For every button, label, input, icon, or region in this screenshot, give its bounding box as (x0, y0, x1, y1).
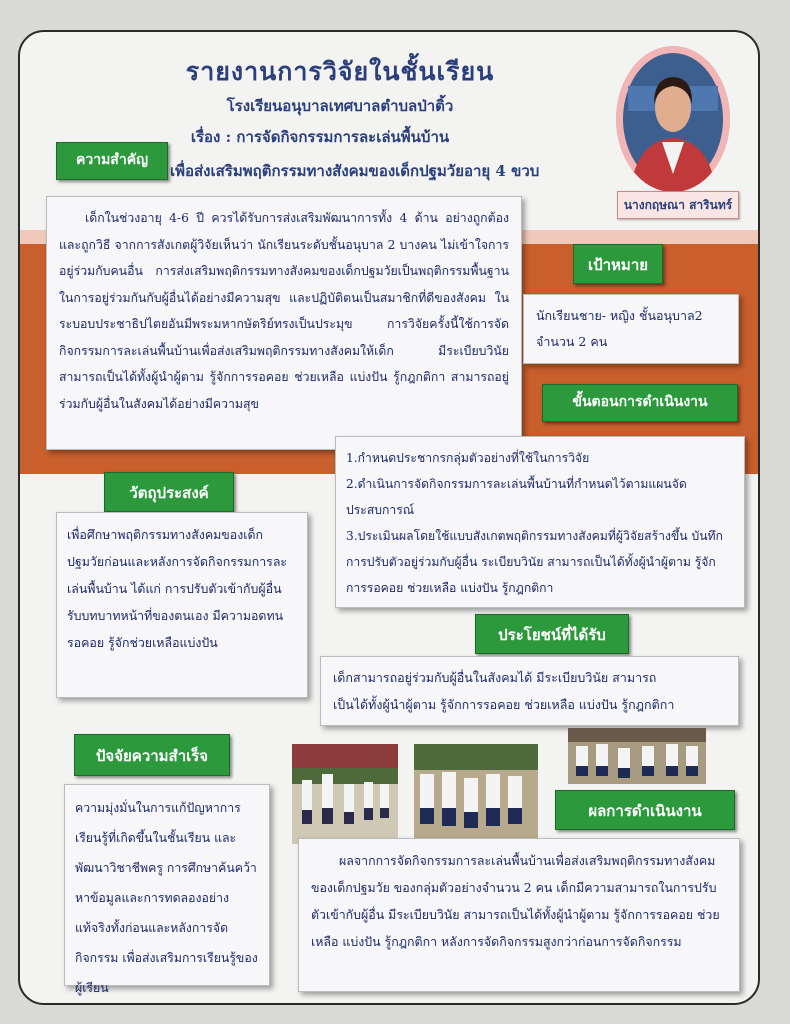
author-photo (616, 46, 730, 192)
success-card (64, 784, 270, 995)
topic-line-1: เรื่อง : การจัดกิจกรรมการละเล่นพื้นบ้าน (190, 128, 450, 146)
importance-text: เด็กในช่วงอายุ 4-6 ปี ควรได้รับการส่งเสริมพัฒนาการทั้ง 4 ด้าน อย่างถูกต้องและถูกวิธี จากการสังเกตผู้วิจัยเห็นว่า นักเรียนระดับชั้นอนุบาล 2 บางคน ไม่เข้าใจการอยู่ร่วมกับคนอื่น การส่งเสริมพฤติกรรมทางสังคมของเด็กปฐมวัยเป็นพฤติกรรมพื้นฐานในการอยู่ร่วมกันกับผู้อื่นได้อย่างมีความสุข และปฏิบัติตนเป็นสมาชิกที่ดีของสังคม ในระบอบประชาธิปไตยอันมีพระมหากษัตริย์ทรงเป็นประมุข การวิจัยครั้งนี้ใช้การจัดกิจกรรมการละเล่นพื้นบ้านเพื่อส่งเสริมพฤติกรรมทางสังคมให้เด็ก มีระเบียบวินัย สามารถเป็นได้ทั้งผู้นำผู้ตาม รู้จักการรอคอย ช่วยเหลือ แบ่งปัน รู้กฎกติกา สามารถอยู่ร่วมกับผู้อื่นในสังคมได้อย่างมีความสุข (59, 211, 509, 411)
target-card (523, 294, 739, 364)
procedure-card (335, 436, 745, 608)
objective-text: เพื่อศึกษาพฤติกรรมทางสังคมของเด็กปฐมวัยก่อนและหลังการจัดกิจกรรมการละเล่นพื้นบ้าน ได้แก่ การปรับตัวเข้ากับผู้อื่น รับบทบาทหน้าที่ของตนเอง มีความอดทนรอคอย รู้จักช่วยเหลือแบ่งปัน (67, 527, 288, 650)
topic-line-2: เพื่อส่งเสริมพฤติกรรมทางสังคมของเด็กปฐมวัยอายุ 4 ขวบ (170, 162, 540, 180)
target-line-1: นักเรียนชาย- หญิง ชั้นอนุบาล2 (536, 308, 703, 323)
importance-heading: ความสำคัญ (56, 142, 168, 180)
benefit-card (320, 656, 739, 726)
author-name-label: นางกฤษณา สารินทร์ (617, 191, 739, 219)
research-poster (18, 30, 760, 1005)
objective-heading: วัตถุประสงค์ (104, 472, 234, 512)
objective-card (56, 512, 308, 698)
success-heading: ปัจจัยความสำเร็จ (74, 734, 230, 776)
benefit-line-1: เด็กสามารถอยู่ร่วมกับผู้อื่นในสังคมได้ มีระเบียบวินัย สามารถ (333, 670, 657, 685)
target-heading: เป้าหมาย (573, 244, 663, 284)
activity-photo-1 (292, 744, 398, 844)
importance-card (46, 196, 522, 450)
procedure-step-1: 1.กำหนดประชากรกลุ่มตัวอย่างที่ใช้ในการวิจัย (346, 451, 590, 465)
school-name: โรงเรียนอนุบาลเทศบาลตำบลป่าติ้ว (226, 97, 454, 115)
poster-title: รายงานการวิจัยในชั้นเรียน (185, 57, 495, 86)
target-line-2: จำนวน 2 คน (536, 334, 608, 349)
procedure-step-3: 3.ประเมินผลโดยใช้แบบสังเกตพฤติกรรมทางสังคมที่ผู้วิจัยสร้างขึ้น บันทึกการปรับตัวอยู่ร่วมกับผู้อื่น ระเบียบวินัย สามารถเป็นได้ทั้งผู้นำผู้ตาม รู้จักการรอคอย ช่วยเหลือ แบ่งปัน รู้กฎกติกา (346, 529, 723, 595)
results-text: ผลจากการจัดกิจกรรมการละเล่นพื้นบ้านเพื่อส่งเสริมพฤติกรรมทางสังคมของเด็กปฐมวัย ของกลุ่มตัวอย่างจำนวน 2 คน เด็กมีความสามารถในการปรับตัวเข้ากับผู้อื่น มีระเบียบวินัย สามารถเป็นได้ทั้งผู้นำผู้ตาม รู้จักการรอคอย ช่วยเหลือ แบ่งปัน รู้กฎกติกา หลังการจัดกิจกรรมสูงกว่าก่อนการจัดกิจกรรม (311, 853, 720, 949)
success-text: ความมุ่งมั่นในการแก้ปัญหาการเรียนรู้ที่เกิดขึ้นในชั้นเรียน และพัฒนาวิชาชีพครู การศึกษาค้นคว้าหาข้อมูลและการทดลองอย่างแท้จริงทั้งก่อนและหลังการจัดกิจกรรม เพื่อส่งเสริมการเรียนรู้ของผู้เรียน (75, 801, 258, 995)
procedure-step-2: 2.ดำเนินการจัดกิจกรรมการละเล่นพื้นบ้านที่กำหนดไว้ตามแผนจัดประสบการณ์ (346, 477, 687, 517)
procedure-heading: ขั้นตอนการดำเนินงาน (542, 384, 738, 422)
results-card (298, 838, 740, 992)
activity-photo-3 (568, 728, 706, 784)
benefit-heading: ประโยชน์ที่ได้รับ (475, 614, 629, 654)
results-heading: ผลการดำเนินงาน (555, 790, 735, 830)
activity-photo-2 (414, 744, 538, 844)
benefit-line-2: เป็นได้ทั้งผู้นำผู้ตาม รู้จักการรอคอย ช่วยเหลือ แบ่งปัน รู้กฎกติกา (333, 697, 675, 712)
